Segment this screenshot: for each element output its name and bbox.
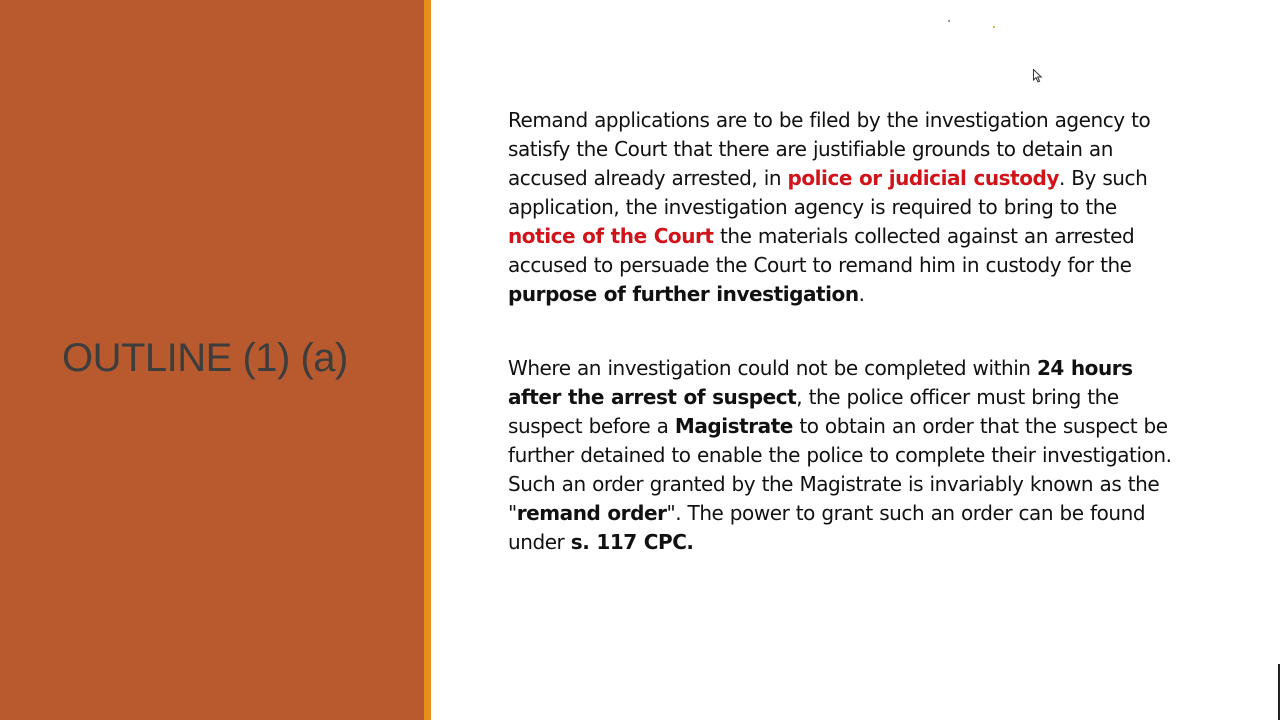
speck-mark <box>948 20 950 22</box>
emphasis-remand-order: remand order <box>516 501 667 525</box>
text-segment: Remand applications are to be filed by the investigation agency to satisfy the Court that there are justifiable grounds to detain an accused already arrested, in <box>508 108 1151 190</box>
highlight-police-or-judicial-custody: police or judicial custody <box>787 166 1059 190</box>
emphasis-24-hours: 24 hours after the arrest of suspect <box>508 356 1133 409</box>
mouse-pointer-icon <box>1033 69 1043 83</box>
emphasis-s-117-cpc: s. 117 CPC. <box>570 530 694 554</box>
text-segment: Where an investigation could not be completed within <box>508 356 1037 380</box>
slide-title: OUTLINE (1) (a) <box>62 336 348 380</box>
emphasis-purpose-of-further-investigation: purpose of further investigation <box>508 282 859 306</box>
text-segment: ". The power to grant such an order can be found under <box>508 501 1146 554</box>
paragraph-remand-applications <box>508 106 1176 309</box>
accent-bar <box>424 0 431 720</box>
text-segment: , the police officer must bring the suspect before a <box>508 385 1119 438</box>
emphasis-magistrate: Magistrate <box>674 414 793 438</box>
paragraph-24-hours <box>508 354 1176 557</box>
highlight-notice-of-the-court: notice of the Court <box>508 224 714 248</box>
text-segment: . <box>858 282 865 306</box>
text-segment: the materials collected against an arrested accused to persuade the Court to remand him in custody for the <box>508 224 1135 277</box>
text-segment: . By such application, the investigation agency is required to bring to the <box>508 166 1148 219</box>
slide-body <box>508 106 1188 557</box>
text-segment: to obtain an order that the suspect be further detained to enable the police to complete their investigation. Such an order granted by the Magistrate is invariably known as the " <box>508 414 1172 525</box>
speck-mark <box>993 26 995 28</box>
